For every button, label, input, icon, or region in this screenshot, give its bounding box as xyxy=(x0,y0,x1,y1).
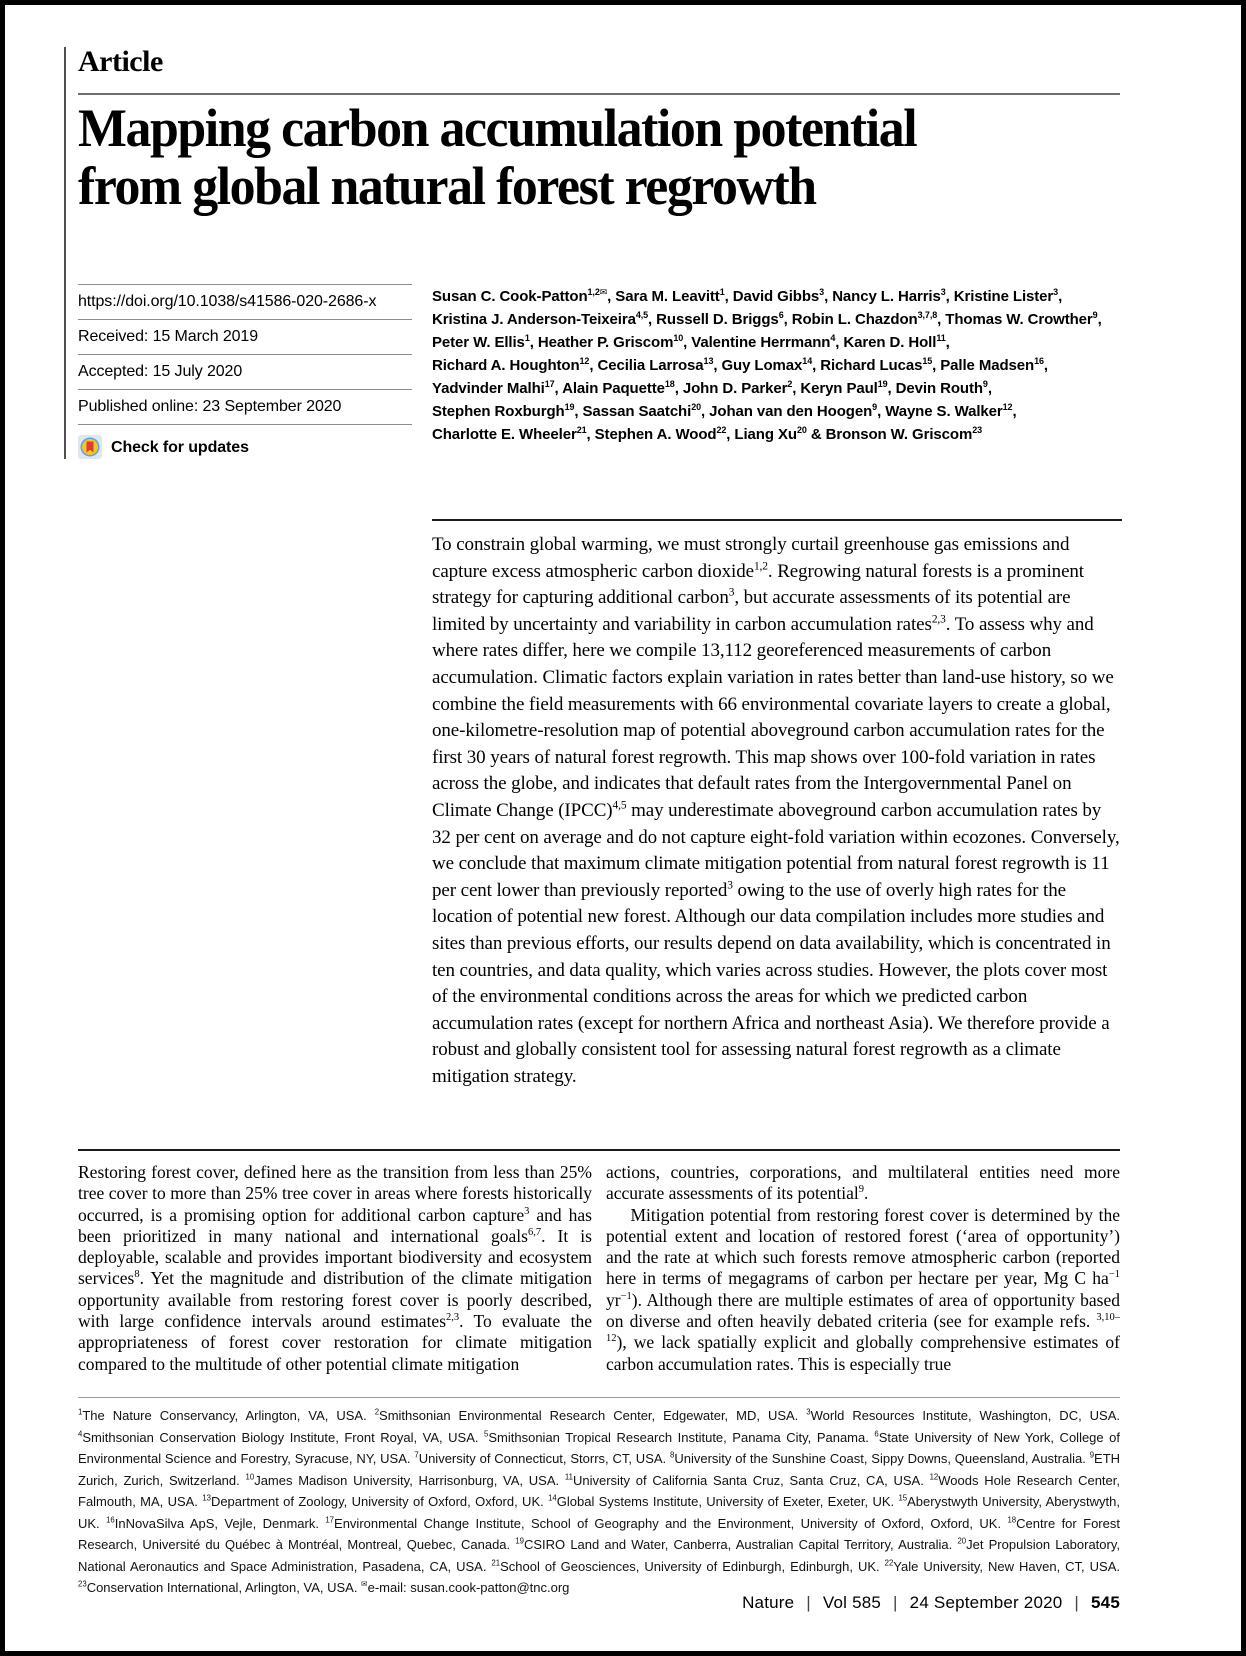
body-right-paragraph-1: actions, countries, corporations, and multilateral entities need more accurate assessments of its potential$^9$. xyxy=(606,1162,1120,1204)
published-date: Published online: 23 September 2020 xyxy=(78,389,412,424)
volume: Vol 585 xyxy=(822,1593,882,1612)
check-for-updates-label: Check for updates xyxy=(111,438,249,456)
abstract-text: To constrain global warming, we must strongly curtail greenhouse gas emissions and capture excess atmospheric carbon dioxide$^{1,2}$. Regrowing natural forests is a prominent strategy for capturing additional carbon$^3$, but accurate assessments of its potential are limited by uncertainty and variability in carbon accumulation rates$^{2,3}$. To assess why and where rates differ, here we compile 13,112 georeferenced measurements of carbon accumulation. Climatic factors explain variation in rates better than land-use history, so we combine the field measurements with 66 environmental covariate layers to create a global, one-kilometre-resolution map of potential aboveground carbon accumulation rates for the first 30 years of natural forest regrowth. This map shows over 100-fold variation in rates across the globe, and indicates that default rates from the Intergovernmental Panel on Climate Change (IPCC)$^{4,5}$ may underestimate aboveground carbon accumulation rates by 32 per cent on average and do not capture eight-fold variation within ecozones. Conversely, we conclude that maximum climate mitigation potential from natural forest regrowth is 11 per cent lower than previously reported$^3$ owing to the use of overly high rates for the location of potential new forest. Although our data compilation includes more studies and sites than previous efforts, our results depend on data availability, which is concentrated in ten countries, and data quality, which varies across studies. However, the plots cover most of the environmental conditions across the areas for which we predicted carbon accumulation rates (except for northern Africa and northeast Asia). We therefore provide a robust and globally consistent tool for assessing natural forest regrowth as a climate mitigation strategy. xyxy=(432,534,1120,1087)
accepted-date: Accepted: 15 July 2020 xyxy=(78,354,412,389)
body-left-column xyxy=(78,1162,592,1375)
article-metadata xyxy=(78,284,412,467)
footer-separator: | xyxy=(893,1593,898,1612)
body-divider xyxy=(78,1149,1120,1151)
body-right-column xyxy=(606,1162,1120,1375)
kicker-divider xyxy=(78,93,1120,95)
page-title: Mapping carbon accumulation potential from global natural forest regrowth xyxy=(78,98,917,217)
body-right-paragraph-2: Mitigation potential from restoring forest cover is determined by the potential extent and location of restored forest (‘area of opportunity’) and the rate at which such forests remove atmospheric carbon (reported here in terms of megagrams of carbon per hectare per year, Mg C $ha^{-1}$ $yr^{-1}$). Although there are multiple estimates of area of opportunity based on diverse and often heavily debated criteria (see for example refs. $^{3,10-12}$), we lack spatially explicit and globally comprehensive estimates of carbon accumulation rates. This is especially true xyxy=(606,1204,1120,1374)
body-left-paragraph: Restoring forest cover, defined here as the transition from less than 25% tree cover to more than 25% tree cover in areas where forests historically occurred, is a promising option for additional carbon capture$^3$ and has been prioritized in many national and international goals$^{6,7}$. It is deployable, scalable and provides important biodiversity and ecosystem services$^8$. Yet the magnitude and distribution of the climate mitigation opportunity available from restoring forest cover is poorly described, with large confidence intervals around estimates$^{2,3}$. To evaluate the appropriateness of forest cover restoration for climate mitigation compared to the multitude of other potential climate mitigation xyxy=(78,1162,592,1374)
check-for-updates-button[interactable] xyxy=(78,424,412,467)
abstract-divider xyxy=(432,519,1122,521)
journal-name: Nature xyxy=(742,1593,795,1612)
affiliations xyxy=(78,1405,1120,1599)
page-number: 545 xyxy=(1091,1593,1120,1612)
crossmark-icon xyxy=(78,435,102,459)
received-date: Received: 15 March 2019 xyxy=(78,319,412,354)
page-footer xyxy=(78,1593,1120,1613)
author-list: Susan C. Cook-Patton$^{1,2✉}$, Sara M. Leavitt$^1$, David Gibbs$^3$, Nancy L. Harris$^3$, Kristine Lister$^3$, Kristina J. Anderson-Teixeira$^{4,5}$, Russell D. Briggs$^6$, Robin L. Chazdon$^{3,7,8}$, Thomas W. Crowther$^9$, Peter W. Ellis$^1$, Heather P. Griscom$^{10}$, Valentine Herrmann$^4$, Karen D. Holl$^{11}$, Richard A. Houghton$^{12}$, Cecilia Larrosa$^{13}$, Guy Lomax$^{14}$, Richard Lucas$^{15}$, Palle Madsen$^{16}$, Yadvinder Malhi$^{17}$, Alain Paquette$^{18}$, John D. Parker$^2$, Keryn Paul$^{19}$, Devin Routh$^9$, Stephen Roxburgh$^{19}$, Sassan Saatchi$^{20}$, Johan van den Hoogen$^9$, Wayne S. Walker$^{12}$, Charlotte E. Wheeler$^{21}$, Stephen A. Wood$^{22}$, Liang Xu$^{20}$ & Bronson W. Griscom$^{23}$ xyxy=(432,287,1102,443)
affiliations-text: $^1$The Nature Conservancy, Arlington, VA, USA. $^2$Smithsonian Environmental Research Center, Edgewater, MD, USA. $^3$World Resources Institute, Washington, DC, USA. $^4$Smithsonian Conservation Biology Institute, Front Royal, VA, USA. $^5$Smithsonian Tropical Research Institute, Panama City, Panama. $^6$State University of New York, College of Environmental Science and Forestry, Syracuse, NY, USA. $^7$University of Connecticut, Storrs, CT, USA. $^8$University of the Sunshine Coast, Sippy Downs, Queensland, Australia. $^9$ETH Zurich, Zurich, Switzerland. $^{10}$James Madison University, Harrisonburg, VA, USA. $^{11}$University of California Santa Cruz, Santa Cruz, CA, USA. $^{12}$Woods Hole Research Center, Falmouth, MA, USA. $^{13}$Department of Zoology, University of Oxford, Oxford, UK. $^{14}$Global Systems Institute, University of Exeter, Exeter, UK. $^{15}$Aberystwyth University, Aberystwyth, UK. $^{16}$InNovaSilva ApS, Vejle, Denmark. $^{17}$Environmental Change Institute, School of Geography and the Environment, University of Oxford, Oxford, UK. $^{18}$Centre for Forest Research, Université du Québec à Montréal, Montreal, Quebec, Canada. $^{19}$CSIRO Land and Water, Canberra, Australian Capital Territory, Australia. $^{20}$Jet Propulsion Laboratory, National Aeronautics and Space Administration, Pasadena, CA, USA. $^{21}$School of Geosciences, University of Edinburgh, Edinburgh, UK. $^{22}$Yale University, New Haven, CT, USA. $^{23}$Conservation International, Arlington, VA, USA. ✉e-mail: xyxy=(78,1407,1121,1595)
affiliations-divider xyxy=(78,1397,1120,1398)
header-vertical-rule xyxy=(64,47,66,459)
email-link[interactable]: susan.cook-patton@tnc.org xyxy=(410,1580,570,1595)
article-kicker: Article xyxy=(78,45,163,78)
footer-separator: | xyxy=(1074,1593,1080,1612)
doi-link[interactable]: https://doi.org/10.1038/s41586-020-2686-x xyxy=(78,284,412,319)
issue-date: 24 September 2020 xyxy=(909,1593,1063,1612)
footer-separator: | xyxy=(806,1593,811,1612)
